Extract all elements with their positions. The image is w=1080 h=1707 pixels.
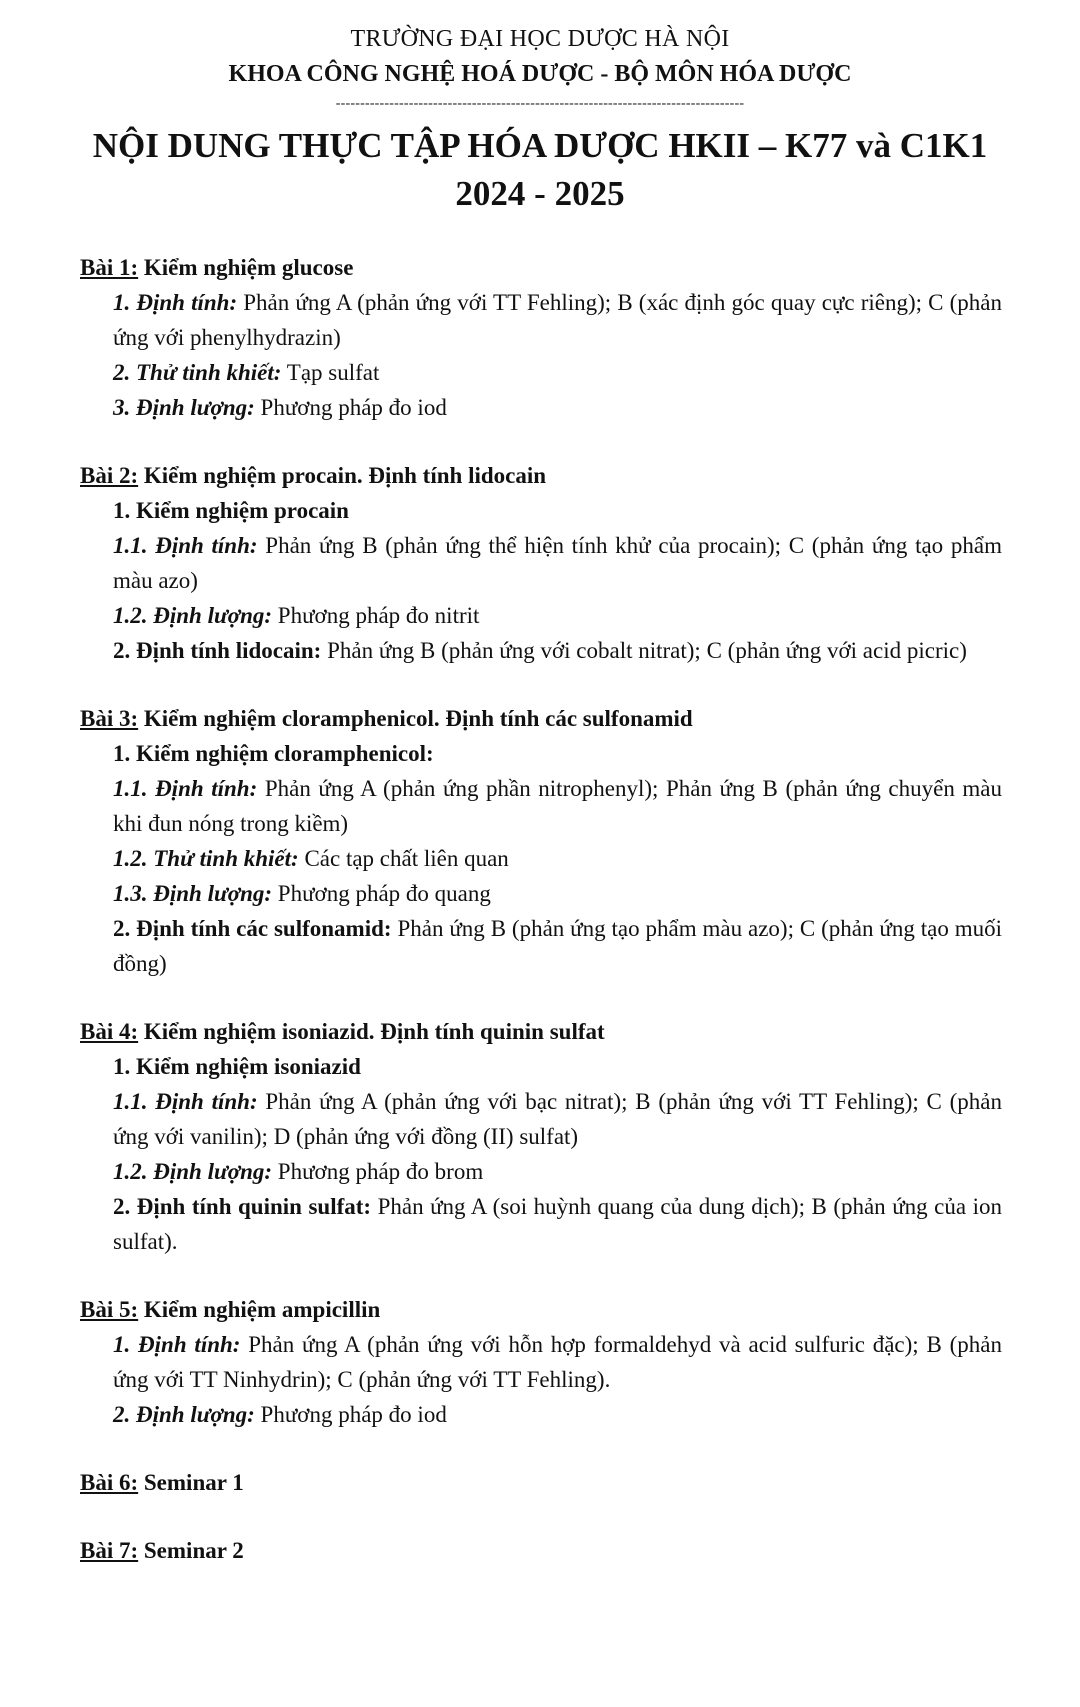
document-title: NỘI DUNG THỰC TẬP HÓA DƯỢC HKII – K77 và C1K1: [92, 126, 988, 165]
item-text: Phương pháp đo iod: [254, 1402, 447, 1427]
lesson-7: [80, 1533, 1002, 1568]
lesson-item: [80, 1397, 1002, 1432]
lesson-item: [80, 1327, 1002, 1397]
lesson-heading: [80, 701, 1002, 736]
lesson-heading: [80, 1014, 1002, 1049]
item-label: 1. Định tính:: [113, 290, 238, 315]
lesson-number: Bài 4:: [80, 1019, 139, 1044]
item-label: 1.3. Định lượng:: [113, 881, 273, 906]
school-name: TRƯỜNG ĐẠI HỌC DƯỢC HÀ NỘI: [350, 26, 730, 52]
item-text: Phản ứng A (phản ứng với TT Fehling); B (xác định góc quay cực riêng); C (phản ứng với phenylhydrazin): [113, 290, 1002, 350]
item-text: Phản ứng A (phản ứng phần nitrophenyl); Phản ứng B (phản ứng chuyển màu khi đun nóng trong kiềm): [113, 776, 1003, 836]
lesson-item: [80, 841, 1002, 876]
document-header: [0, 22, 1080, 218]
lesson-heading: [80, 458, 1002, 493]
lesson-item: [80, 285, 1002, 355]
item-text: Tạp sulfat: [281, 360, 380, 385]
lesson-title: Kiểm nghiệm cloramphenicol. Định tính các sulfonamid: [138, 706, 693, 731]
lesson-5: [80, 1292, 1002, 1432]
item-text: Phản ứng A (phản ứng với hỗn hợp formaldehyd và acid sulfuric đặc); B (phản ứng với TT Ninhydrin); C (phản ứng với TT Fehling).: [113, 1332, 1002, 1392]
lesson-item: [80, 355, 1002, 390]
item-label: 1.1. Định tính:: [113, 1089, 258, 1114]
lesson-item: [80, 1154, 1002, 1189]
lesson-heading: [80, 250, 1002, 285]
item-text: Phản ứng B (phản ứng tạo phẩm màu azo); C (phản ứng tạo muối đồng): [113, 916, 1002, 976]
lesson-title: Kiểm nghiệm glucose: [138, 255, 354, 280]
section-heading: 1. Kiểm nghiệm cloramphenicol:: [113, 741, 434, 766]
lesson-item: [80, 876, 1002, 911]
lesson-heading: [80, 1533, 1002, 1568]
lesson-title: Seminar 2: [138, 1538, 244, 1563]
item-text: Phản ứng B (phản ứng với cobalt nitrat); C (phản ứng với acid picric): [321, 638, 967, 663]
header-divider: ------------------------------------------------------------------------------------: [335, 96, 745, 111]
item-label: 1.1. Định tính:: [113, 533, 258, 558]
item-label: 2. Định tính lidocain:: [113, 638, 322, 663]
lesson-item: [80, 771, 1002, 841]
lesson-1: [80, 250, 1002, 425]
lesson-number: Bài 1:: [80, 255, 139, 280]
lesson-6: [80, 1465, 1002, 1500]
lesson-heading: [80, 1292, 1002, 1327]
item-text: Phương pháp đo iod: [254, 395, 447, 420]
section-heading: 1. Kiểm nghiệm isoniazid: [113, 1054, 361, 1079]
lesson-item: [80, 1189, 1002, 1259]
lesson-item: [80, 633, 1002, 668]
lesson-4: [80, 1014, 1002, 1259]
item-label: 2. Định lượng:: [113, 1402, 255, 1427]
faculty-name: KHOA CÔNG NGHỆ HOÁ DƯỢC - BỘ MÔN HÓA DƯỢC: [228, 61, 852, 87]
item-label: 2. Định tính các sulfonamid:: [113, 916, 392, 941]
lesson-item: [80, 598, 1002, 633]
lesson-title: Kiểm nghiệm isoniazid. Định tính quinin sulfat: [138, 1019, 605, 1044]
lesson-title: Kiểm nghiệm procain. Định tính lidocain: [138, 463, 547, 488]
lesson-number: Bài 6:: [80, 1470, 139, 1495]
lesson-number: Bài 7:: [80, 1538, 139, 1563]
item-text: Các tạp chất liên quan: [298, 846, 509, 871]
lesson-item: [80, 1084, 1002, 1154]
item-label: 3. Định lượng:: [113, 395, 255, 420]
item-label: 1. Định tính:: [113, 1332, 241, 1357]
lesson-number: Bài 5:: [80, 1297, 139, 1322]
lesson-title: Seminar 1: [138, 1470, 244, 1495]
lesson-item: [80, 390, 1002, 425]
lesson-heading: [80, 1465, 1002, 1500]
lesson-number: Bài 3:: [80, 706, 139, 731]
document-year: 2024 - 2025: [455, 174, 625, 213]
section-heading: 1. Kiểm nghiệm procain: [113, 498, 349, 523]
lesson-3: [80, 701, 1002, 981]
item-text: Phương pháp đo brom: [272, 1159, 484, 1184]
item-text: Phương pháp đo nitrit: [272, 603, 480, 628]
item-label: 1.2. Định lượng:: [113, 603, 273, 628]
item-text: Phản ứng B (phản ứng thể hiện tính khử của procain); C (phản ứng tạo phẩm màu azo): [113, 533, 1003, 593]
item-label: 1.2. Định lượng:: [113, 1159, 273, 1184]
item-label: 2. Định tính quinin sulfat:: [113, 1194, 372, 1219]
lesson-2: [80, 458, 1002, 668]
lesson-list: [80, 250, 1002, 1601]
item-label: 1.1. Định tính:: [113, 776, 258, 801]
lesson-item: [80, 911, 1002, 981]
lesson-title: Kiểm nghiệm ampicillin: [138, 1297, 381, 1322]
lesson-item: [80, 528, 1002, 598]
item-text: Phản ứng A (phản ứng với bạc nitrat); B (phản ứng với TT Fehling); C (phản ứng với vanilin); D (phản ứng với đồng (II) sulfat): [113, 1089, 1003, 1149]
item-text: Phương pháp đo quang: [272, 881, 491, 906]
item-text: Phản ứng A (soi huỳnh quang của dung dịch); B (phản ứng của ion sulfat).: [113, 1194, 1002, 1254]
item-label: 2. Thử tinh khiết:: [113, 360, 282, 385]
item-label: 1.2. Thử tinh khiết:: [113, 846, 299, 871]
lesson-number: Bài 2:: [80, 463, 139, 488]
